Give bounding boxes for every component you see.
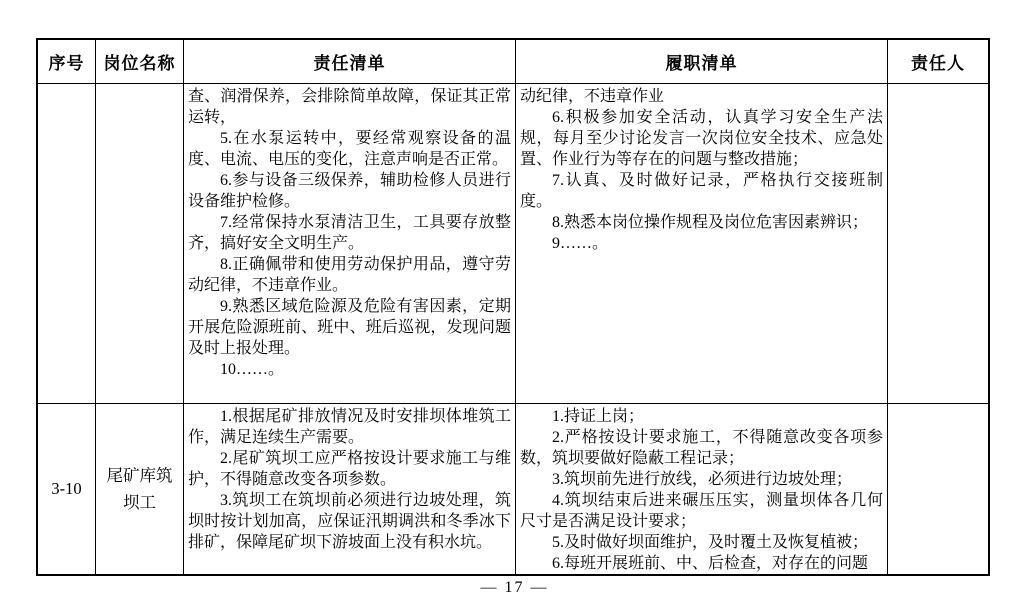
cell-duty bbox=[516, 404, 888, 574]
cell-seq: 3-10 bbox=[38, 404, 96, 574]
paragraph: 8.熟悉本岗位操作规程及岗位危害因素辨识； bbox=[552, 214, 869, 231]
paragraph: 2.严格按设计要求施工，不得随意改变各项参数，筑坝要做好隐蔽工程记录； bbox=[520, 429, 883, 467]
paragraph: 10……。 bbox=[220, 361, 285, 378]
paragraph: 5.及时做好坝面维护，及时覆土及恢复植被； bbox=[552, 534, 869, 551]
header-seq: 序号 bbox=[38, 40, 96, 84]
page-number: — 17 — bbox=[480, 579, 549, 596]
header-responsibility: 责任清单 bbox=[184, 40, 516, 84]
paragraph: 3.筑坝工在筑坝前必须进行边坡处理，筑坝时按计划加高，应保证汛期调洪和冬季冰下排矿，保障尾矿坝下游坡面上没有积水坑。 bbox=[188, 492, 511, 551]
paragraph: 7.认真、及时做好记录，严格执行交接班制度。 bbox=[520, 172, 883, 210]
paragraph: 6.积极参加安全活动，认真学习安全生产法规，每月至少讨论发言一次岗位安全技术、应急处置、作业行为等存在的问题与整改措施； bbox=[520, 109, 883, 168]
cell-duty bbox=[516, 84, 888, 404]
cell-responsibility bbox=[184, 84, 516, 404]
paragraph: 1.根据尾矿排放情况及时安排坝体堆筑工作，满足连续生产需要。 bbox=[188, 408, 511, 446]
paragraph: 5.在水泵运转中，要经常观察设备的温度、电流、电压的变化，注意声响是否正常。 bbox=[188, 130, 511, 168]
cell-person bbox=[888, 404, 988, 574]
paragraph: 4.筑坝结束后进来碾压压实，测量坝体各几何尺寸是否满足设计要求； bbox=[520, 492, 883, 530]
paragraph: 9……。 bbox=[552, 235, 609, 252]
cell-person bbox=[888, 84, 988, 404]
header-position: 岗位名称 bbox=[96, 40, 184, 84]
cell-position bbox=[96, 84, 184, 404]
paragraph: 7.经常保持水泵清洁卫生，工具要存放整齐，搞好安全文明生产。 bbox=[188, 214, 511, 252]
header-person: 责任人 bbox=[888, 40, 988, 84]
paragraph: 6.参与设备三级保养，辅助检修人员进行设备维护检修。 bbox=[188, 172, 511, 210]
paragraph: 2.尾矿筑坝工应严格按设计要求施工与维护，不得随意改变各项参数。 bbox=[188, 450, 511, 488]
cell-position: 尾矿库筑坝工 bbox=[96, 404, 184, 574]
paragraph: 动纪律，不违章作业 bbox=[520, 88, 665, 105]
paragraph: 6.每班开展班前、中、后检查，对存在的问题 bbox=[552, 555, 869, 572]
duty-table bbox=[36, 38, 990, 576]
paragraph: 1.持证上岗； bbox=[552, 408, 645, 425]
paragraph: 8.正确佩带和使用劳动保护用品，遵守劳动纪律，不违章作业。 bbox=[188, 256, 511, 294]
paragraph: 9.熟悉区域危险源及危险有害因素，定期开展危险源班前、班中、班后巡视，发现问题及时上报处理。 bbox=[188, 298, 511, 357]
cell-seq bbox=[38, 84, 96, 404]
cell-responsibility bbox=[184, 404, 516, 574]
paragraph: 3.筑坝前先进行放线，必须进行边坡处理； bbox=[552, 471, 853, 488]
paragraph: 查、润滑保养，会排除简单故障，保证其正常运转， bbox=[188, 88, 511, 126]
header-duty: 履职清单 bbox=[516, 40, 888, 84]
